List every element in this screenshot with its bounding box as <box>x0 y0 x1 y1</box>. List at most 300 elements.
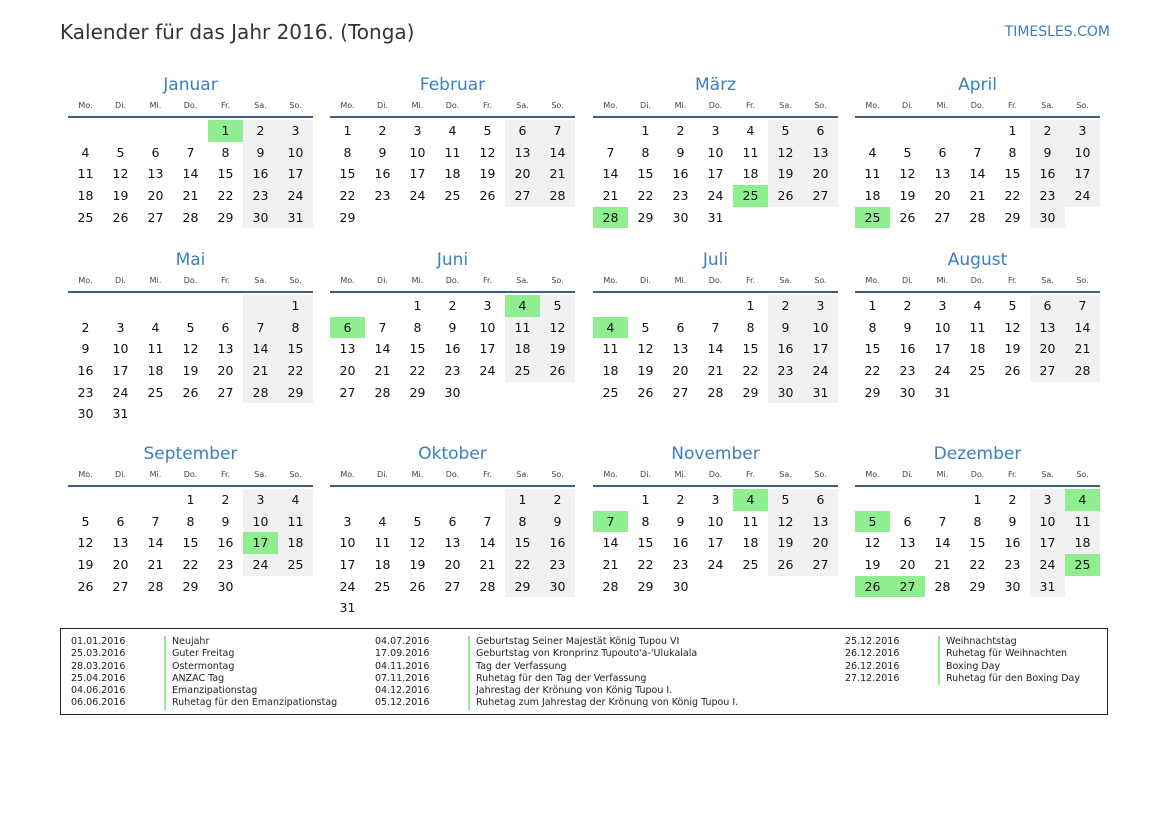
day-cell: 7 <box>606 144 615 160</box>
day-cell: 2 <box>676 123 685 138</box>
holiday-marker <box>164 648 166 660</box>
weekday-label: Di. <box>377 470 388 479</box>
weekday-label: Mo. <box>78 470 93 479</box>
day-cell: 5 <box>903 144 912 160</box>
holiday-row <box>71 661 337 673</box>
weekday-header <box>330 98 575 118</box>
day-cell: 21 <box>243 360 278 382</box>
day-grid <box>330 489 575 619</box>
holiday-date: 26.12.2016 <box>845 648 900 660</box>
holiday-date: 07.11.2016 <box>375 672 430 684</box>
day-grid <box>68 120 313 228</box>
day-cell: 31 <box>934 384 951 400</box>
holiday-day: 25 <box>733 185 768 207</box>
day-cell: 7 <box>711 319 720 335</box>
weekday-label: Fr. <box>220 276 231 285</box>
weekday-label: Mi. <box>149 276 162 285</box>
weekday-label: Sa. <box>254 276 267 285</box>
day-cell: 19 <box>1004 341 1021 357</box>
day-cell: 25 <box>969 363 986 379</box>
day-cell: 23 <box>1030 185 1065 207</box>
month-name: Januar <box>163 75 218 95</box>
empty-cell <box>593 295 628 317</box>
holiday-name: Ostermontag <box>172 660 235 672</box>
day-cell: 6 <box>151 144 160 160</box>
weekday-label: Sa. <box>1041 276 1054 285</box>
day-cell: 8 <box>413 319 422 335</box>
weekday-label: Fr. <box>745 470 756 479</box>
day-cell: 15 <box>505 532 540 554</box>
day-grid <box>855 489 1100 597</box>
day-cell: 10 <box>1030 511 1065 533</box>
holiday-name: Ruhetag für den Boxing Day <box>946 672 1080 684</box>
weekday-label: Do. <box>445 101 460 110</box>
weekday-header <box>68 98 313 118</box>
day-cell: 14 <box>540 142 575 164</box>
holiday-day: 25 <box>1065 554 1100 576</box>
day-cell: 5 <box>116 144 125 160</box>
day-cell: 6 <box>505 120 540 142</box>
day-cell: 11 <box>374 535 391 551</box>
empty-cell <box>628 295 663 317</box>
day-cell: 31 <box>803 382 838 404</box>
day-cell: 2 <box>243 120 278 142</box>
empty-cell <box>68 489 103 511</box>
holiday-row <box>71 648 337 660</box>
weekday-label: Sa. <box>516 101 529 110</box>
day-cell: 9 <box>221 513 230 529</box>
day-cell: 26 <box>479 188 496 204</box>
holiday-name: Emanzipationstag <box>172 685 258 697</box>
day-cell: 14 <box>479 535 496 551</box>
day-cell: 22 <box>969 557 986 573</box>
day-cell: 20 <box>672 363 689 379</box>
day-cell: 10 <box>1065 142 1100 164</box>
day-cell: 15 <box>969 535 986 551</box>
day-cell: 11 <box>444 144 461 160</box>
day-cell: 8 <box>641 513 650 529</box>
day-cell: 14 <box>969 166 986 182</box>
empty-cell <box>68 295 103 317</box>
day-cell: 6 <box>1030 295 1065 317</box>
empty-cell <box>505 597 540 619</box>
day-cell: 19 <box>409 557 426 573</box>
empty-cell <box>768 576 803 598</box>
day-cell: 30 <box>899 384 916 400</box>
empty-cell <box>960 382 995 404</box>
day-cell: 8 <box>1008 144 1017 160</box>
weekday-label: Mi. <box>411 470 424 479</box>
day-cell: 10 <box>707 144 724 160</box>
weekday-header <box>68 273 313 293</box>
holiday-day: 4 <box>733 489 768 511</box>
day-cell: 11 <box>864 166 881 182</box>
day-cell: 11 <box>1065 511 1100 533</box>
day-cell: 24 <box>243 554 278 576</box>
day-grid <box>68 489 313 597</box>
day-cell: 30 <box>540 576 575 598</box>
holiday-marker <box>468 673 470 685</box>
empty-cell <box>365 489 400 511</box>
day-cell: 8 <box>221 144 230 160</box>
empty-cell <box>925 120 960 142</box>
holiday-row <box>71 697 337 709</box>
day-cell: 16 <box>77 363 94 379</box>
weekday-label: So. <box>289 101 302 110</box>
day-cell: 24 <box>339 578 356 594</box>
weekday-label: Do. <box>970 470 985 479</box>
day-cell: 9 <box>676 513 685 529</box>
day-cell: 26 <box>112 209 129 225</box>
empty-cell <box>890 120 925 142</box>
weekday-label: Di. <box>640 470 651 479</box>
day-cell: 28 <box>969 209 986 225</box>
day-cell: 19 <box>899 188 916 204</box>
empty-cell <box>103 489 138 511</box>
day-cell: 22 <box>278 360 313 382</box>
empty-cell <box>733 207 768 229</box>
day-cell: 21 <box>147 557 164 573</box>
holiday-row <box>375 648 738 660</box>
day-cell: 28 <box>707 384 724 400</box>
holiday-day: 27 <box>890 576 925 598</box>
empty-cell <box>365 597 400 619</box>
weekday-label: Mo. <box>78 276 93 285</box>
day-cell: 30 <box>444 384 461 400</box>
day-cell: 2 <box>1030 120 1065 142</box>
day-cell: 19 <box>768 532 803 554</box>
weekday-label: Sa. <box>516 276 529 285</box>
holiday-date: 28.03.2016 <box>71 660 126 672</box>
weekday-label: Fr. <box>482 101 493 110</box>
day-cell: 18 <box>864 188 881 204</box>
empty-cell <box>435 489 470 511</box>
day-cell: 3 <box>483 298 492 313</box>
month-12 <box>855 443 1100 597</box>
day-cell: 15 <box>864 341 881 357</box>
day-cell: 17 <box>1030 532 1065 554</box>
day-cell: 7 <box>186 144 195 160</box>
weekday-header <box>593 273 838 293</box>
day-cell: 12 <box>899 166 916 182</box>
empty-cell <box>278 576 313 598</box>
day-cell: 26 <box>768 185 803 207</box>
weekday-label: Mo. <box>865 101 880 110</box>
day-cell: 17 <box>1065 163 1100 185</box>
day-cell: 13 <box>803 142 838 164</box>
weekday-label: Sa. <box>779 470 792 479</box>
day-cell: 18 <box>374 557 391 573</box>
weekday-label: So. <box>1076 101 1089 110</box>
day-cell: 22 <box>1004 188 1021 204</box>
empty-cell <box>243 295 278 317</box>
day-cell: 21 <box>707 363 724 379</box>
day-cell: 2 <box>448 298 457 313</box>
empty-cell <box>505 207 540 229</box>
holiday-name: Neujahr <box>172 636 210 647</box>
day-cell: 13 <box>112 535 129 551</box>
empty-cell <box>470 597 505 619</box>
day-cell: 28 <box>182 209 199 225</box>
day-cell: 26 <box>768 554 803 576</box>
day-cell: 13 <box>339 341 356 357</box>
empty-cell <box>400 207 435 229</box>
empty-cell <box>890 489 925 511</box>
day-cell: 1 <box>1008 123 1017 138</box>
day-cell: 30 <box>672 209 689 225</box>
day-cell: 19 <box>182 363 199 379</box>
empty-cell <box>698 295 733 317</box>
day-cell: 16 <box>374 166 391 182</box>
day-cell: 1 <box>641 123 650 138</box>
day-cell: 11 <box>742 513 759 529</box>
day-cell: 10 <box>339 535 356 551</box>
day-grid <box>855 120 1100 228</box>
holiday-marker <box>164 673 166 685</box>
day-cell: 16 <box>672 166 689 182</box>
weekday-header <box>68 467 313 487</box>
day-cell: 26 <box>409 578 426 594</box>
empty-cell <box>365 295 400 317</box>
day-cell: 20 <box>217 363 234 379</box>
day-cell: 20 <box>803 532 838 554</box>
holiday-day: 4 <box>505 295 540 317</box>
empty-cell <box>173 295 208 317</box>
day-cell: 18 <box>742 535 759 551</box>
day-cell: 30 <box>243 207 278 229</box>
day-cell: 15 <box>339 166 356 182</box>
day-cell: 22 <box>637 188 654 204</box>
day-cell: 24 <box>1030 554 1065 576</box>
day-cell: 12 <box>637 341 654 357</box>
empty-cell <box>470 207 505 229</box>
day-cell: 27 <box>672 384 689 400</box>
holiday-marker <box>468 685 470 697</box>
weekday-label: Do. <box>183 276 198 285</box>
day-grid <box>593 489 838 597</box>
day-cell: 6 <box>803 489 838 511</box>
holiday-date: 01.01.2016 <box>71 636 126 647</box>
day-cell: 7 <box>483 513 492 529</box>
day-cell: 17 <box>409 166 426 182</box>
weekday-label: So. <box>289 470 302 479</box>
weekday-header <box>593 98 838 118</box>
day-cell: 30 <box>1004 578 1021 594</box>
day-cell: 27 <box>147 209 164 225</box>
day-cell: 19 <box>77 557 94 573</box>
weekday-label: Di. <box>115 101 126 110</box>
day-cell: 30 <box>77 406 94 422</box>
day-cell: 29 <box>1004 209 1021 225</box>
day-cell: 3 <box>1065 120 1100 142</box>
holiday-column <box>71 636 337 710</box>
holiday-day: 4 <box>593 317 628 339</box>
day-cell: 12 <box>540 317 575 339</box>
day-cell: 9 <box>81 341 90 357</box>
day-cell: 29 <box>339 209 356 225</box>
holiday-marker <box>938 673 940 685</box>
day-cell: 2 <box>1008 492 1017 507</box>
day-cell: 4 <box>151 319 160 335</box>
weekday-label: So. <box>289 276 302 285</box>
empty-cell <box>173 120 208 142</box>
day-cell: 25 <box>147 384 164 400</box>
weekday-label: Mi. <box>411 276 424 285</box>
weekday-label: Do. <box>970 276 985 285</box>
weekday-label: Fr. <box>220 470 231 479</box>
day-cell: 9 <box>1030 142 1065 164</box>
day-cell: 10 <box>112 341 129 357</box>
holiday-marker <box>938 661 940 673</box>
weekday-label: Fr. <box>1007 470 1018 479</box>
day-cell: 18 <box>147 363 164 379</box>
day-cell: 12 <box>112 166 129 182</box>
holiday-row <box>375 697 738 709</box>
weekday-label: Mi. <box>936 470 949 479</box>
day-cell: 16 <box>768 338 803 360</box>
day-cell: 22 <box>182 557 199 573</box>
day-cell: 2 <box>540 489 575 511</box>
brand-link[interactable]: TIMESLES.COM <box>1004 24 1110 40</box>
weekday-label: Do. <box>183 101 198 110</box>
day-cell: 4 <box>81 144 90 160</box>
weekday-label: Mo. <box>865 470 880 479</box>
day-cell: 30 <box>768 382 803 404</box>
day-cell: 10 <box>409 144 426 160</box>
day-cell: 12 <box>1004 319 1021 335</box>
holiday-name: Jahrestag der Krönung von König Tupou I. <box>476 685 673 697</box>
day-cell: 9 <box>378 144 387 160</box>
day-cell: 19 <box>479 166 496 182</box>
month-10 <box>330 443 575 619</box>
empty-cell <box>803 576 838 598</box>
day-cell: 13 <box>934 166 951 182</box>
weekday-label: Di. <box>377 276 388 285</box>
day-cell: 14 <box>243 338 278 360</box>
day-cell: 30 <box>1030 207 1065 229</box>
day-cell: 21 <box>540 163 575 185</box>
day-cell: 21 <box>182 188 199 204</box>
day-cell: 1 <box>186 492 195 507</box>
weekday-label: Fr. <box>482 470 493 479</box>
day-cell: 29 <box>637 209 654 225</box>
weekday-label: Di. <box>640 276 651 285</box>
weekday-label: Sa. <box>516 470 529 479</box>
day-cell: 26 <box>540 360 575 382</box>
day-cell: 27 <box>803 554 838 576</box>
day-cell: 27 <box>803 185 838 207</box>
empty-cell <box>995 382 1030 404</box>
day-cell: 9 <box>1008 513 1017 529</box>
day-cell: 3 <box>278 120 313 142</box>
day-cell: 20 <box>505 163 540 185</box>
weekday-label: So. <box>814 101 827 110</box>
day-cell: 5 <box>81 513 90 529</box>
holiday-marker <box>164 636 166 648</box>
day-cell: 29 <box>217 209 234 225</box>
holiday-name: Tag der Verfassung <box>476 660 567 672</box>
day-cell: 22 <box>505 554 540 576</box>
day-cell: 16 <box>243 163 278 185</box>
month-name: Juni <box>436 250 469 270</box>
day-cell: 10 <box>707 513 724 529</box>
month-name: Dezember <box>933 444 1022 464</box>
day-cell: 20 <box>147 188 164 204</box>
weekday-header <box>855 273 1100 293</box>
day-cell: 23 <box>77 384 94 400</box>
holiday-name: Geburtstag Seiner Majestät König Tupou VI <box>476 636 680 647</box>
holiday-column <box>375 636 738 710</box>
weekday-label: So. <box>814 276 827 285</box>
day-cell: 14 <box>374 341 391 357</box>
weekday-label: So. <box>551 101 564 110</box>
day-cell: 14 <box>1065 317 1100 339</box>
holiday-name: Guter Freitag <box>172 648 235 660</box>
day-cell: 14 <box>602 535 619 551</box>
holiday-marker <box>164 661 166 673</box>
empty-cell <box>470 489 505 511</box>
month-name: April <box>958 75 997 95</box>
day-cell: 8 <box>973 513 982 529</box>
weekday-label: Di. <box>640 101 651 110</box>
weekday-label: Mo. <box>78 101 93 110</box>
day-cell: 18 <box>77 188 94 204</box>
day-cell: 13 <box>505 142 540 164</box>
day-cell: 27 <box>339 384 356 400</box>
empty-cell <box>365 207 400 229</box>
holiday-row <box>71 685 337 697</box>
day-cell: 5 <box>768 489 803 511</box>
day-cell: 2 <box>221 492 230 507</box>
weekday-header <box>330 467 575 487</box>
day-cell: 17 <box>707 166 724 182</box>
weekday-label: Mi. <box>149 101 162 110</box>
weekday-header <box>855 467 1100 487</box>
day-cell: 19 <box>768 163 803 185</box>
day-cell: 1 <box>641 492 650 507</box>
holiday-marker <box>468 636 470 648</box>
empty-cell <box>1065 207 1100 229</box>
weekday-label: So. <box>814 470 827 479</box>
weekday-label: Do. <box>970 101 985 110</box>
day-cell: 17 <box>339 557 356 573</box>
day-cell: 4 <box>973 298 982 313</box>
month-name: Oktober <box>418 444 487 464</box>
day-cell: 17 <box>278 163 313 185</box>
day-cell: 10 <box>479 319 496 335</box>
day-cell: 31 <box>1030 576 1065 598</box>
day-cell: 28 <box>374 384 391 400</box>
holiday-day: 25 <box>855 207 890 229</box>
empty-cell <box>960 120 995 142</box>
weekday-label: Mi. <box>674 101 687 110</box>
day-cell: 16 <box>1004 535 1021 551</box>
day-cell: 17 <box>707 535 724 551</box>
weekday-label: Mo. <box>603 101 618 110</box>
day-cell: 23 <box>217 557 234 573</box>
day-cell: 23 <box>672 188 689 204</box>
day-cell: 6 <box>803 120 838 142</box>
weekday-label: Do. <box>708 101 723 110</box>
day-cell: 25 <box>374 578 391 594</box>
day-cell: 1 <box>343 123 352 138</box>
empty-cell <box>138 120 173 142</box>
day-cell: 3 <box>243 489 278 511</box>
day-cell: 10 <box>243 511 278 533</box>
empty-cell <box>278 403 313 425</box>
day-cell: 2 <box>676 492 685 507</box>
day-cell: 28 <box>602 578 619 594</box>
